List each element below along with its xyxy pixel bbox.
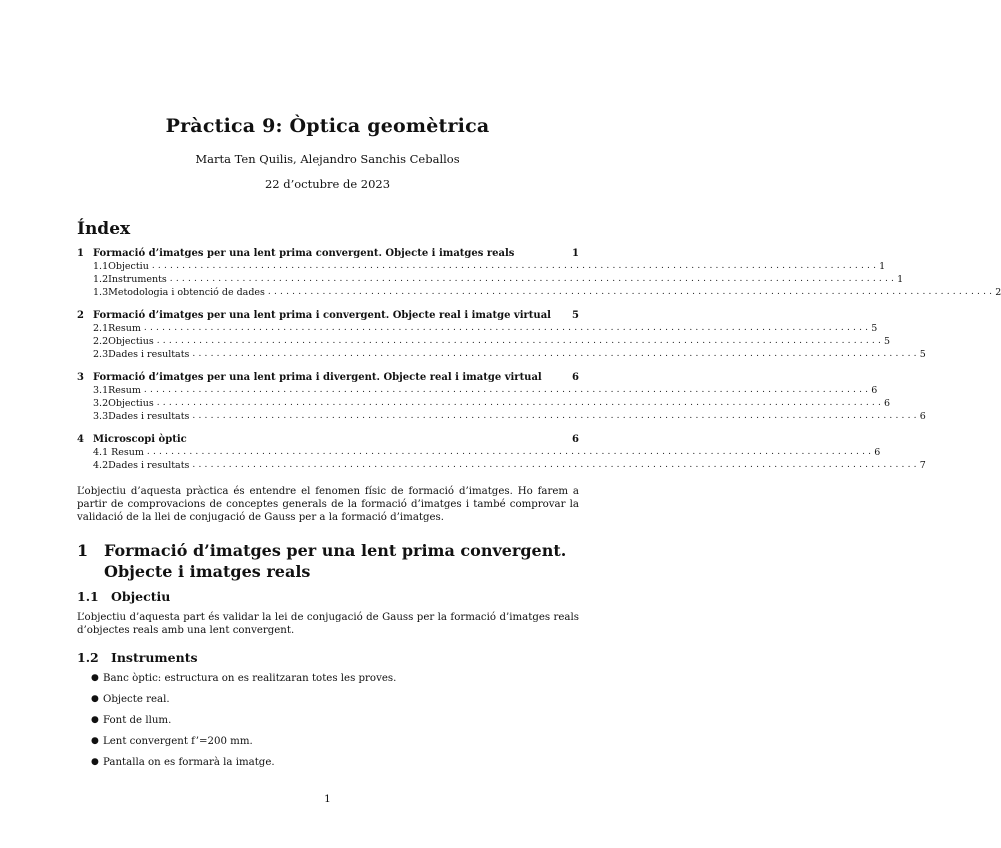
toc-section[interactable] — [77, 371, 579, 384]
toc-section[interactable] — [77, 433, 579, 446]
toc-subsection[interactable] — [77, 273, 904, 286]
toc-subsection[interactable] — [77, 384, 878, 397]
list-item — [91, 672, 396, 693]
list-item — [91, 735, 396, 756]
toc-leader-dots: ........................................................................................................................ — [156, 398, 885, 408]
toc-subsection-number: 1.3 — [93, 287, 109, 298]
subsection-number: 1.1 — [77, 589, 99, 604]
toc-subsection-page: 2 — [995, 287, 1001, 298]
toc-subsection-number: 2.2 — [93, 336, 109, 347]
toc-subsection-title: Instruments — [108, 274, 167, 285]
toc-section-number: 4 — [77, 434, 84, 445]
toc-subsection-title: Dades i resultats — [108, 411, 190, 422]
toc-subsection-title: Dades i resultats — [108, 460, 190, 471]
bullet-icon: ● — [91, 694, 99, 704]
list-item-text: Banc òptic: estructura on es realitzaran totes les proves. — [103, 673, 397, 684]
list-item-text: Pantalla on es formarà la imatge. — [103, 757, 275, 768]
instruments-list — [91, 672, 396, 777]
toc-leader-dots: ........................................................................................................................ — [192, 411, 920, 421]
bullet-icon: ● — [91, 757, 99, 767]
toc-subsection-page: 1 — [879, 261, 886, 272]
toc-section-title: Formació d’imatges per una lent prima i divergent. Objecte real i imatge virtual — [93, 372, 542, 383]
toc-leader-dots: ........................................................................................................................ — [143, 385, 872, 395]
subsection-title: Objectiu — [111, 589, 171, 604]
toc-subsection[interactable] — [77, 348, 926, 361]
toc-subsection[interactable] — [77, 322, 878, 335]
toc-section-number: 3 — [77, 372, 84, 383]
toc-section-title: Microscopi òptic — [93, 434, 187, 445]
toc-subsection-number: 1.2 — [93, 274, 109, 285]
toc-subsection-title: Dades i resultats — [108, 349, 190, 360]
toc-leader-dots: ........................................................................................................................ — [156, 336, 885, 346]
toc-subsection-number: 3.1 — [93, 385, 109, 396]
toc-leader-dots: ........................................................................................................................ — [267, 287, 996, 297]
toc-leader-dots: ........................................................................................................................ — [146, 447, 875, 457]
bullet-icon: ● — [91, 715, 99, 725]
toc-subsection-number: 2.3 — [93, 349, 109, 360]
toc-subsection[interactable] — [77, 446, 881, 459]
toc-leader-dots: ........................................................................................................................ — [151, 261, 880, 271]
toc-subsection-page: 5 — [919, 349, 926, 360]
list-item-text: Lent convergent f’=200 mm. — [103, 736, 253, 747]
toc-subsection-page: 7 — [919, 460, 926, 471]
toc-subsection[interactable] — [77, 459, 926, 472]
list-item-text: Objecte real. — [103, 694, 170, 705]
objective-paragraph: L’objectiu d’aquesta part és validar la lei de conjugació de Gauss per la formació d’imatges reals d’objectes reals amb una lent convergent. — [77, 612, 579, 636]
toc-subsection-title: Objectiu — [108, 261, 149, 272]
list-item — [91, 693, 396, 714]
bullet-icon: ● — [91, 673, 99, 683]
toc-subsection-title: Objectius — [108, 336, 154, 347]
list-item-text: Font de llum. — [103, 715, 172, 726]
toc-subsection-number: 1.1 — [93, 261, 109, 272]
toc-section-number: 2 — [77, 310, 84, 321]
document-date: 22 d’octubre de 2023 — [264, 177, 391, 191]
section-title: Formació d’imatges per una lent prima convergent. Objecte i imatges reals — [104, 541, 567, 581]
subsection-heading — [77, 650, 198, 665]
bullet-icon: ● — [91, 736, 99, 746]
table-of-contents — [77, 247, 1001, 472]
toc-heading: Índex — [77, 219, 131, 239]
toc-subsection-number: 3.2 — [93, 398, 109, 409]
toc-subsection-number: 2.1 — [93, 323, 109, 334]
toc-section-page: 6 — [572, 434, 579, 445]
toc-subsection-page: 6 — [871, 385, 878, 396]
toc-subsection-page: 6 — [874, 447, 881, 458]
toc-subsection-title: Resum — [108, 323, 141, 334]
toc-subsection-title: Resum — [108, 385, 141, 396]
document-title: Pràctica 9: Òptica geomètrica — [165, 115, 490, 137]
toc-leader-dots: ........................................................................................................................ — [192, 349, 920, 359]
toc-section-page: 5 — [572, 310, 579, 321]
subsection-title: Instruments — [111, 650, 198, 665]
toc-section-title: Formació d’imatges per una lent prima i convergent. Objecte real i imatge virtual — [93, 310, 551, 321]
toc-section-number: 1 — [77, 248, 84, 259]
toc-section-page: 1 — [572, 248, 579, 259]
page-number: 1 — [324, 793, 331, 805]
toc-subsection[interactable] — [77, 335, 891, 348]
toc-subsection-page: 6 — [884, 398, 891, 409]
toc-subsection-title: Objectius — [108, 398, 154, 409]
toc-subsection-number: 4.1 — [93, 447, 109, 458]
toc-subsection-page: 5 — [884, 336, 891, 347]
toc-leader-dots: ........................................................................................................................ — [169, 274, 898, 284]
toc-section-title: Formació d’imatges per una lent prima convergent. Objecte i imatges reals — [93, 248, 515, 259]
toc-subsection[interactable] — [77, 397, 891, 410]
toc-section-page: 6 — [572, 372, 579, 383]
toc-leader-dots: ........................................................................................................................ — [143, 323, 872, 333]
subsection-heading — [77, 589, 170, 604]
toc-section[interactable] — [77, 309, 579, 322]
toc-subsection-number: 3.3 — [93, 411, 109, 422]
toc-leader-dots: ........................................................................................................................ — [192, 460, 920, 470]
list-item — [91, 756, 396, 777]
document-authors: Marta Ten Quilis, Alejandro Sanchis Ceballos — [195, 152, 460, 166]
toc-subsection[interactable] — [77, 260, 886, 273]
section-heading — [77, 540, 587, 582]
toc-subsection-page: 1 — [897, 274, 904, 285]
toc-section[interactable] — [77, 247, 579, 260]
toc-subsection[interactable] — [77, 286, 1001, 299]
toc-subsection-title: Resum — [108, 447, 144, 458]
list-item — [91, 714, 396, 735]
toc-subsection-title: Metodologia i obtenció de dades — [108, 287, 265, 298]
toc-subsection-page: 6 — [919, 411, 926, 422]
section-number: 1 — [77, 541, 89, 560]
toc-subsection-number: 4.2 — [93, 460, 109, 471]
toc-subsection[interactable] — [77, 410, 926, 423]
toc-subsection-page: 5 — [871, 323, 878, 334]
subsection-number: 1.2 — [77, 650, 99, 665]
abstract-paragraph: L’objectiu d’aquesta pràctica és entendre el fenomen físic de formació d’imatges. Ho farem a partir de comprovacions de conceptes generals de la formació d’imatges i també comprovar la validació de la llei de conjugació de Gauss per a la formació d’imatges. — [77, 486, 579, 523]
